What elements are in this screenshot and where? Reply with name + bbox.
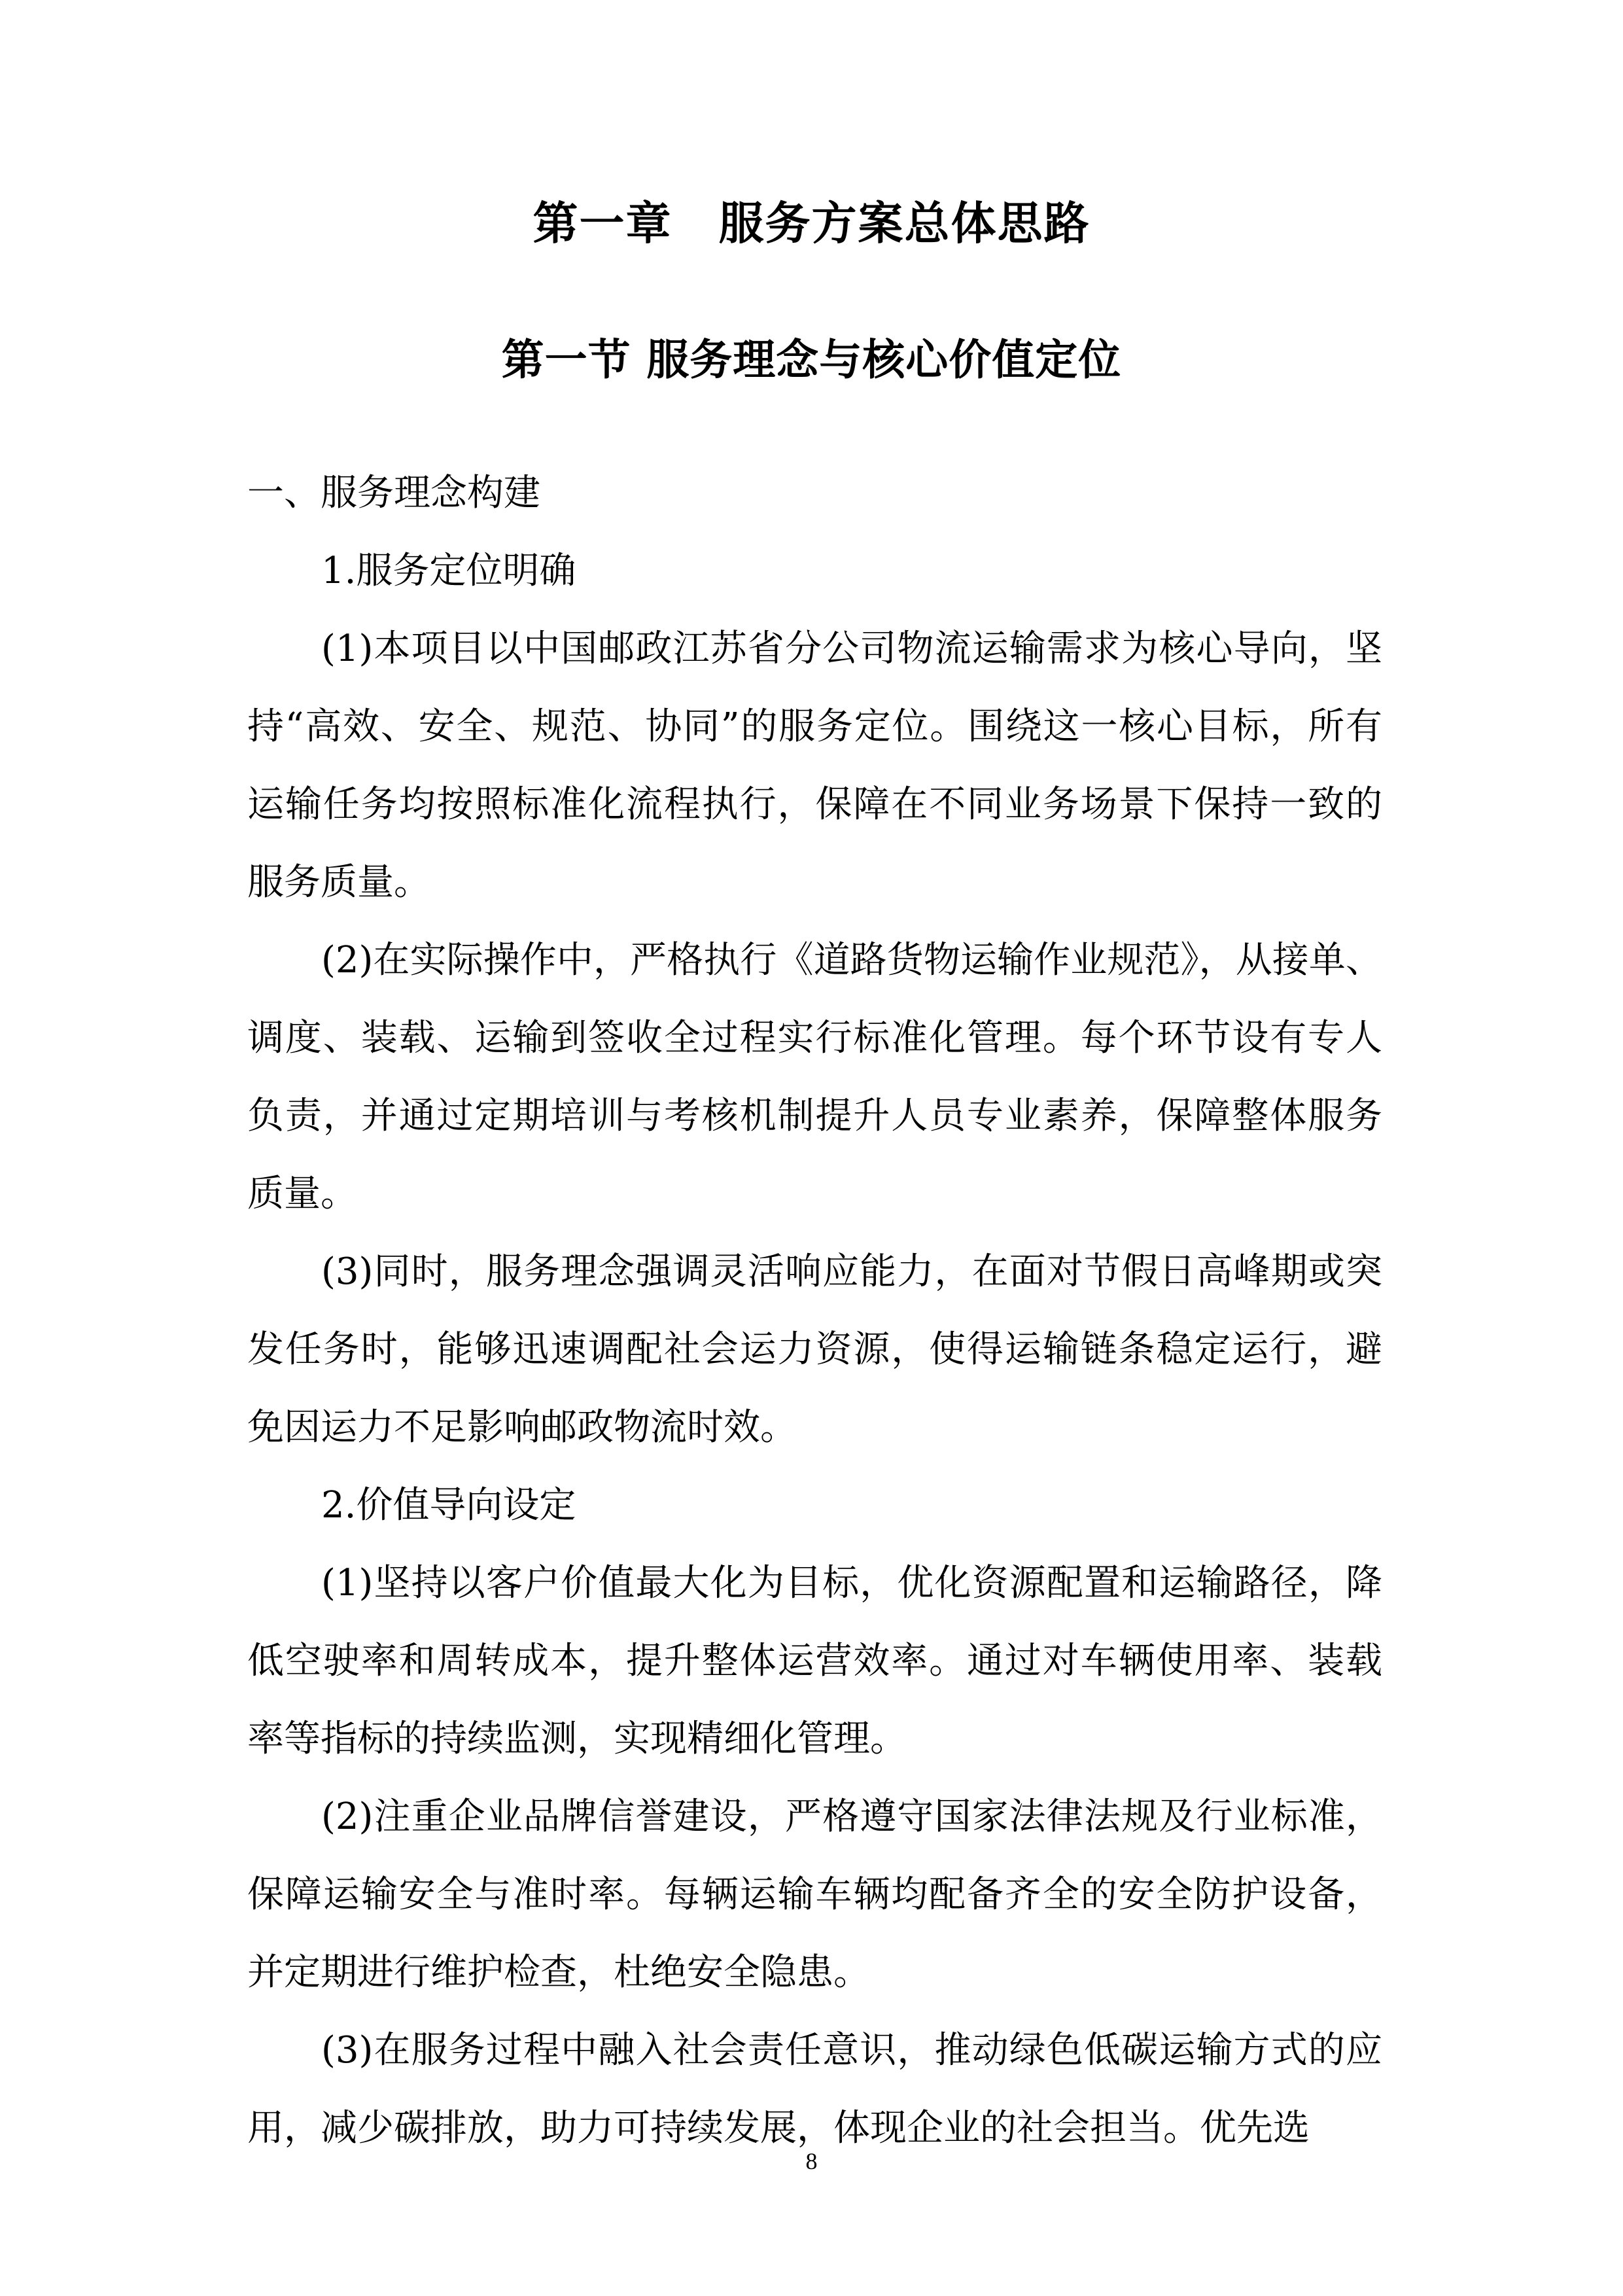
paragraph-positioning-3: (3)同时，服务理念强调灵活响应能力，在面对节假日高峰期或突发任务时，能够迅速调配社会运力资源，使得运输链条稳定运行，避免因运力不足影响邮政物流时效。 [247,1250,1382,1449]
paragraph-value-2: (2)注重企业品牌信誉建设，严格遵守国家法律法规及行业标准，保障运输安全与准时率。每辆运输车辆均配备齐全的安全防护设备，并定期进行维护检查，杜绝安全隐患。 [247,1795,1382,1994]
paragraph-value-3: (3)在服务过程中融入社会责任意识，推动绿色低碳运输方式的应用，减少碳排放，助力可持续发展，体现企业的社会担当。优先选 [247,2029,1382,2149]
section-title: 第一节 服务理念与核心价值定位 [501,335,1122,385]
paragraph-positioning-2: (2)在实际操作中，严格执行《道路货物运输作业规范》，从接单、调度、装载、运输到签收全过程实行标准化管理。每个环节设有专人负责，并通过定期培训与考核机制提升人员专业素养，保障整体服务质量。 [247,939,1382,1215]
subheading-value-orientation: 2.价值导向设定 [321,1484,576,1527]
subheading-service-positioning: 1.服务定位明确 [321,550,576,592]
paragraph-positioning-1: (1)本项目以中国邮政江苏省分公司物流运输需求为核心导向，坚持“高效、安全、规范、协同”的服务定位。围绕这一核心目标，所有运输任务均按照标准化流程执行，保障在不同业务场景下保持一致的服务质量。 [247,627,1382,904]
page-number: 8 [805,2148,818,2174]
body-text [247,454,1382,2167]
paragraph-value-1: (1)坚持以客户价值最大化为目标，优化资源配置和运输路径，降低空驶率和周转成本，提升整体运营效率。通过对车辆使用率、装载率等指标的持续监测，实现精细化管理。 [247,1562,1382,1760]
chapter-title: 第一章 服务方案总体思路 [532,197,1091,250]
heading-service-concept: 一、服务理念构建 [247,472,540,514]
